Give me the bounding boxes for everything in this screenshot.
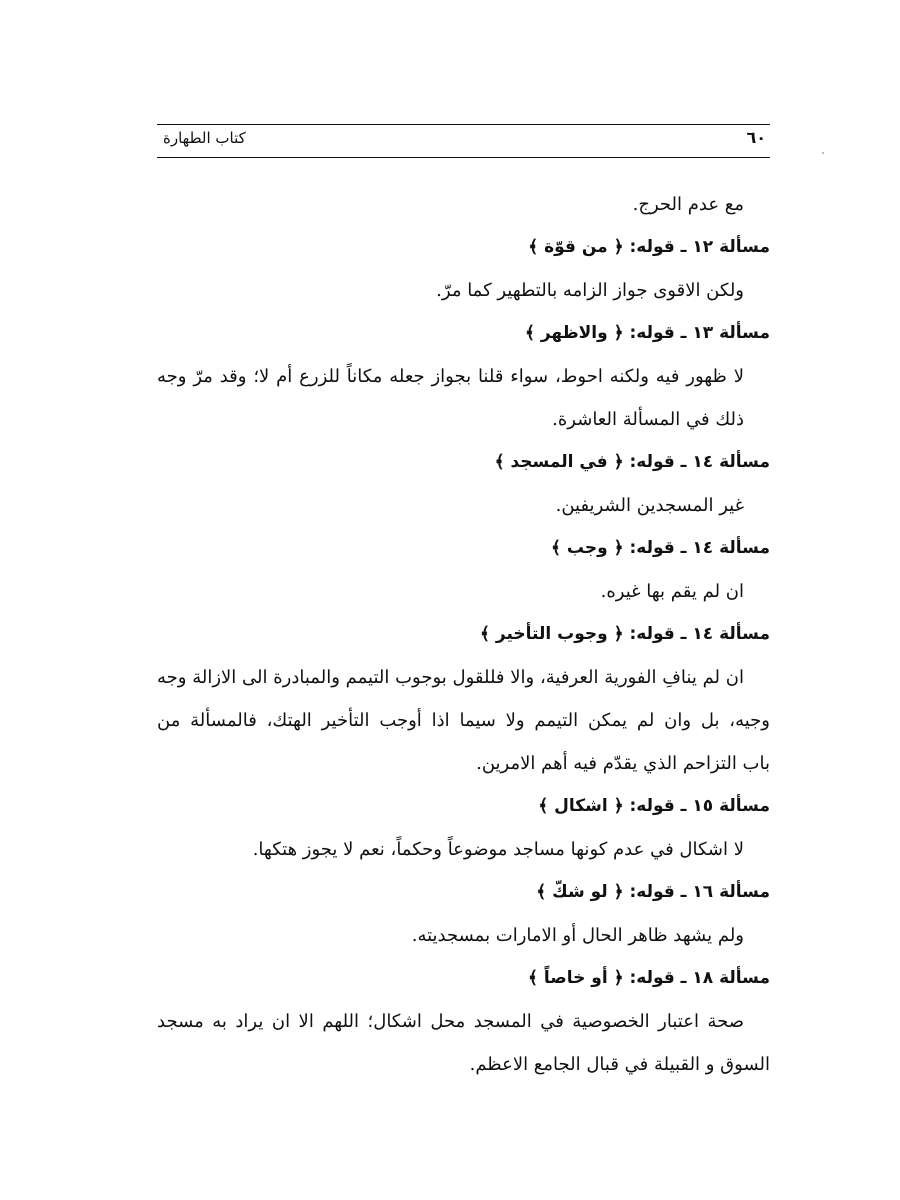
body-line: لا ظهور فيه ولكنه احوط، سواء قلنا بجواز جعله مكاناً للزرع أم لا؛ وقد مرّ وجه xyxy=(157,366,744,387)
scan-speck xyxy=(822,152,824,154)
issue-heading: مسألة ١٤ ـ قوله: ﴿ في المسجد ﴾ xyxy=(494,452,770,472)
header-book-title: كتاب الطهارة xyxy=(163,129,246,147)
issue-heading: مسألة ١٤ ـ قوله: ﴿ وجوب التأخير ﴾ xyxy=(480,624,770,644)
page-body xyxy=(157,183,770,1086)
issue-heading: مسألة ١٨ ـ قوله: ﴿ أو خاصاً ﴾ xyxy=(528,968,770,988)
issue-heading: مسألة ١٢ ـ قوله: ﴿ من قوّة ﴾ xyxy=(528,237,770,257)
body-line: باب التزاحم الذي يقدّم فيه أهم الامرين. xyxy=(476,753,770,774)
body-line: ولم يشهد ظاهر الحال أو الامارات بمسجديته. xyxy=(411,925,744,946)
body-line: لا اشكال في عدم كونها مساجد موضوعاً وحكماً، نعم لا يجوز هتكها. xyxy=(252,839,744,860)
issue-heading: مسألة ١٥ ـ قوله: ﴿ اشكال ﴾ xyxy=(538,796,770,816)
body-line: وجيه، بل وان لم يمكن التيمم ولا سيما اذا أوجب التأخير الهتك، فالمسألة من xyxy=(157,710,770,731)
body-line: صحة اعتبار الخصوصية في المسجد محل اشكال؛ اللهم الا ان يراد به مسجد xyxy=(157,1011,744,1032)
body-line: ان لم يقم بها غيره. xyxy=(600,581,744,602)
body-line: ولكن الاقوى جواز الزامه بالتطهير كما مرّ. xyxy=(436,280,744,301)
issue-heading: مسألة ١٦ ـ قوله: ﴿ لو شكّ ﴾ xyxy=(536,882,770,902)
issue-heading: مسألة ١٣ ـ قوله: ﴿ والاظهر ﴾ xyxy=(524,323,770,343)
running-header xyxy=(157,124,770,158)
body-line: غير المسجدين الشريفين. xyxy=(555,495,744,516)
issue-heading: مسألة ١٤ ـ قوله: ﴿ وجب ﴾ xyxy=(550,538,770,558)
body-line: السوق و القبيلة في قبال الجامع الاعظم. xyxy=(469,1054,770,1075)
page-number: ٦٠ xyxy=(746,128,766,147)
body-line: ذلك في المسألة العاشرة. xyxy=(552,409,744,430)
body-line: مع عدم الحرج. xyxy=(632,194,744,215)
body-line: ان لم ينافِ الفورية العرفية، والا فللقول بوجوب التيمم والمبادرة الى الازالة وجه xyxy=(157,667,744,688)
